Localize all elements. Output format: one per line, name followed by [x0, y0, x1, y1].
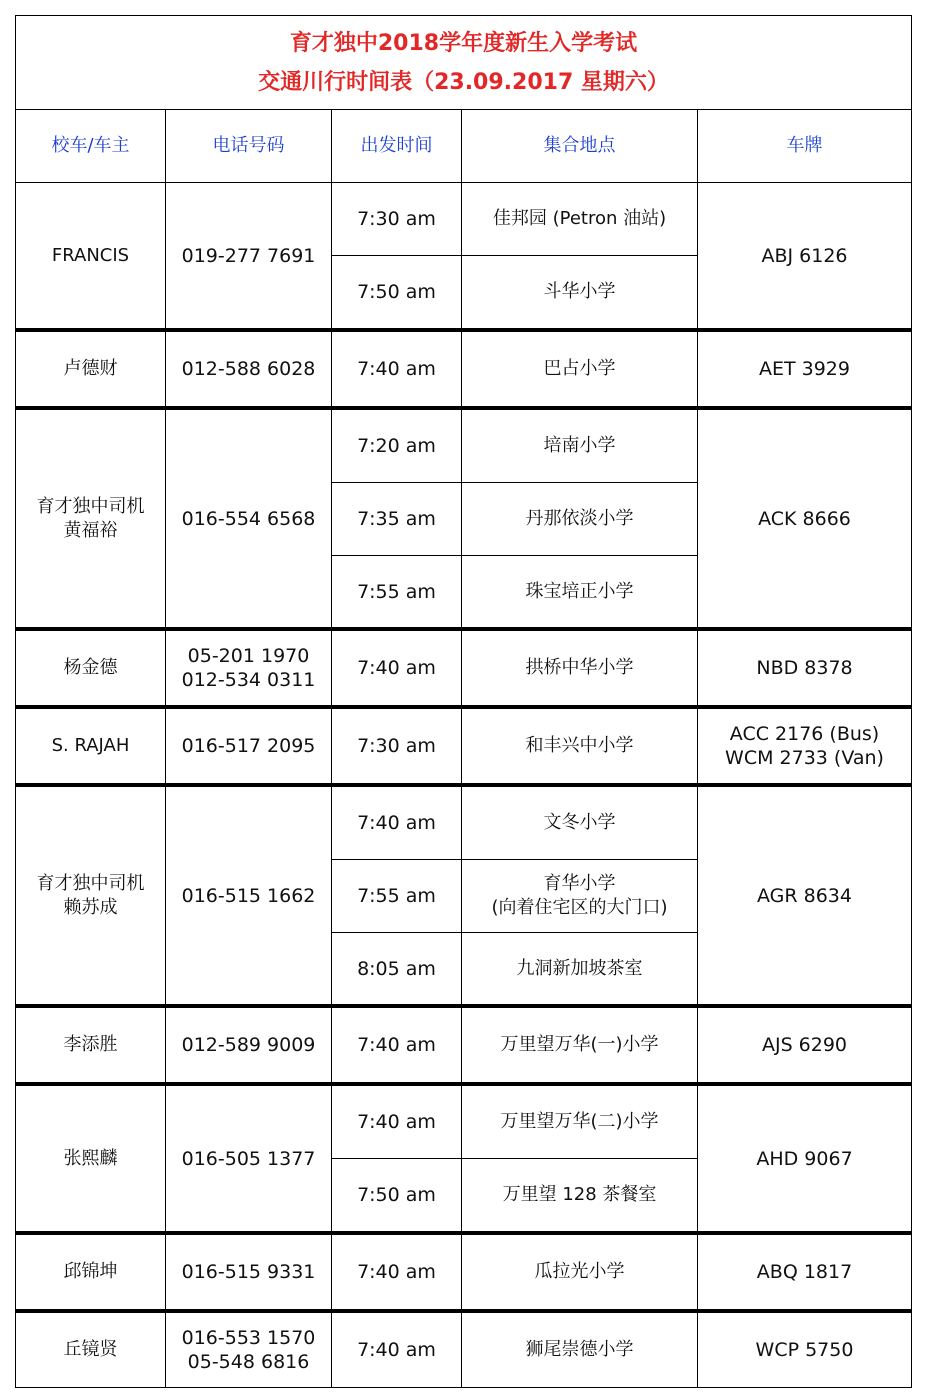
location-cell	[462, 629, 698, 707]
time-cell: 7:40 am	[332, 629, 462, 707]
phone-line: 016-515 1662	[181, 884, 316, 907]
phone-cell	[166, 330, 332, 408]
time-cell: 7:55 am	[332, 556, 462, 630]
table-row	[16, 330, 912, 408]
phone-cell	[166, 1006, 332, 1084]
location-cell	[462, 1311, 698, 1388]
table-row	[16, 1311, 912, 1388]
driver-line: 邱锦坤	[63, 1261, 118, 1282]
phone-cell	[166, 183, 332, 331]
plate-line: AHD 9067	[756, 1147, 853, 1170]
plate-cell	[698, 408, 912, 629]
phone-line: 016-515 9331	[181, 1261, 316, 1283]
phone-cell	[166, 1311, 332, 1388]
driver-line: 卢德财	[63, 358, 118, 379]
title-line-1: 育才独中2018学年度新生入学考试	[289, 30, 638, 56]
header-driver: 校车/车主	[16, 110, 166, 183]
time-cell: 7:35 am	[332, 483, 462, 556]
location-line: 巴占小学	[543, 358, 616, 379]
driver-line: 育才独中司机	[36, 495, 145, 517]
plate-cell	[698, 1006, 912, 1084]
location-cell	[462, 1233, 698, 1311]
phone-line: 019-277 7691	[181, 244, 316, 267]
header-row	[16, 110, 912, 183]
location-line: 瓜拉光小学	[534, 1261, 625, 1282]
driver-line: 杨金德	[63, 657, 118, 678]
header-phone: 电话号码	[166, 110, 332, 183]
location-line: 狮尾崇德小学	[525, 1339, 634, 1360]
driver-cell	[16, 1233, 166, 1311]
phone-line: 016-553 1570	[181, 1327, 316, 1349]
location-line: 万里望万华(一)小学	[500, 1034, 659, 1055]
phone-line: 05-201 1970	[187, 645, 310, 667]
phone-line: 05-548 6816	[187, 1351, 310, 1373]
driver-cell	[16, 1006, 166, 1084]
location-line: 文冬小学	[543, 812, 616, 833]
driver-cell	[16, 629, 166, 707]
table-row	[16, 183, 912, 256]
location-cell	[462, 1159, 698, 1234]
table-row	[16, 408, 912, 483]
driver-line: 李添胜	[63, 1034, 118, 1055]
location-line: 珠宝培正小学	[525, 580, 634, 602]
table-row	[16, 1233, 912, 1311]
location-line: 斗华小学	[543, 281, 616, 302]
location-cell	[462, 933, 698, 1007]
driver-line: 丘镜贤	[63, 1339, 118, 1360]
phone-line: 012-534 0311	[181, 669, 316, 691]
driver-line: 赖苏成	[63, 896, 118, 918]
phone-line: 016-554 6568	[181, 507, 316, 530]
location-line: 万里望万华(二)小学	[500, 1111, 659, 1132]
plate-line: ACK 8666	[758, 507, 851, 530]
phone-line: 012-588 6028	[181, 358, 316, 380]
header-location: 集合地点	[462, 110, 698, 183]
plate-line: AJS 6290	[761, 1034, 848, 1056]
plate-line: NBD 8378	[756, 657, 853, 679]
schedule-table	[15, 15, 912, 1388]
plate-cell	[698, 629, 912, 707]
plate-cell	[698, 1311, 912, 1388]
table-row	[16, 785, 912, 860]
driver-cell	[16, 707, 166, 785]
time-cell: 7:40 am	[332, 785, 462, 860]
time-cell: 8:05 am	[332, 933, 462, 1007]
driver-line: 育才独中司机	[36, 872, 145, 894]
location-line: 佳邦园 (Petron 油站)	[492, 208, 667, 229]
plate-cell	[698, 1233, 912, 1311]
table-row	[16, 629, 912, 707]
plate-line: ABJ 6126	[761, 244, 848, 267]
plate-line: WCM 2733 (Van)	[725, 747, 884, 769]
time-cell: 7:50 am	[332, 256, 462, 331]
phone-cell	[166, 629, 332, 707]
driver-cell	[16, 1311, 166, 1388]
driver-cell	[16, 1084, 166, 1233]
phone-cell	[166, 408, 332, 629]
header-time: 出发时间	[332, 110, 462, 183]
time-cell: 7:20 am	[332, 408, 462, 483]
driver-line: 黄福裕	[63, 519, 118, 541]
location-cell	[462, 860, 698, 933]
plate-line: AET 3929	[758, 358, 850, 380]
location-line: 育华小学	[543, 873, 616, 894]
driver-cell	[16, 183, 166, 331]
location-line: 拱桥中华小学	[525, 657, 634, 678]
title-line-2: 交通川行时间表（23.09.2017 星期六）	[258, 69, 669, 95]
title-cell	[16, 16, 912, 110]
driver-line: FRANCIS	[51, 244, 130, 266]
time-cell: 7:55 am	[332, 860, 462, 933]
header-plate: 车牌	[698, 110, 912, 183]
phone-cell	[166, 1084, 332, 1233]
location-cell	[462, 1006, 698, 1084]
time-cell: 7:40 am	[332, 330, 462, 408]
plate-line: ACC 2176 (Bus)	[729, 723, 880, 745]
driver-cell	[16, 330, 166, 408]
location-line: 万里望 128 茶餐室	[502, 1184, 657, 1205]
location-cell	[462, 785, 698, 860]
location-line: (向着住宅区的大门口)	[491, 897, 668, 918]
plate-cell	[698, 183, 912, 331]
plate-cell	[698, 330, 912, 408]
table-row	[16, 1084, 912, 1159]
schedule-sheet	[15, 15, 911, 1388]
time-cell: 7:50 am	[332, 1159, 462, 1234]
location-cell	[462, 483, 698, 556]
phone-cell	[166, 1233, 332, 1311]
location-line: 九洞新加坡茶室	[516, 957, 643, 979]
table-row	[16, 707, 912, 785]
location-line: 和丰兴中小学	[525, 735, 634, 756]
plate-cell	[698, 785, 912, 1006]
location-cell	[462, 707, 698, 785]
phone-line: 016-505 1377	[181, 1147, 316, 1170]
time-cell: 7:30 am	[332, 707, 462, 785]
location-cell	[462, 256, 698, 331]
plate-cell	[698, 707, 912, 785]
time-cell: 7:40 am	[332, 1233, 462, 1311]
plate-line: AGR 8634	[757, 884, 852, 907]
location-cell	[462, 330, 698, 408]
phone-cell	[166, 785, 332, 1006]
time-cell: 7:40 am	[332, 1084, 462, 1159]
location-cell	[462, 408, 698, 483]
location-line: 培南小学	[543, 435, 616, 456]
phone-cell	[166, 707, 332, 785]
location-cell	[462, 556, 698, 630]
time-cell: 7:30 am	[332, 183, 462, 256]
time-cell: 7:40 am	[332, 1006, 462, 1084]
driver-line: 张熙麟	[63, 1147, 118, 1169]
plate-cell	[698, 1084, 912, 1233]
plate-line: WCP 5750	[755, 1339, 854, 1361]
location-line: 丹那依淡小学	[525, 508, 634, 529]
time-cell: 7:40 am	[332, 1311, 462, 1388]
driver-cell	[16, 785, 166, 1006]
driver-line: S. RAJAH	[51, 735, 130, 756]
table-row	[16, 1006, 912, 1084]
phone-line: 016-517 2095	[181, 735, 316, 757]
phone-line: 012-589 9009	[181, 1034, 316, 1056]
location-cell	[462, 183, 698, 256]
location-cell	[462, 1084, 698, 1159]
plate-line: ABQ 1817	[756, 1261, 853, 1283]
driver-cell	[16, 408, 166, 629]
